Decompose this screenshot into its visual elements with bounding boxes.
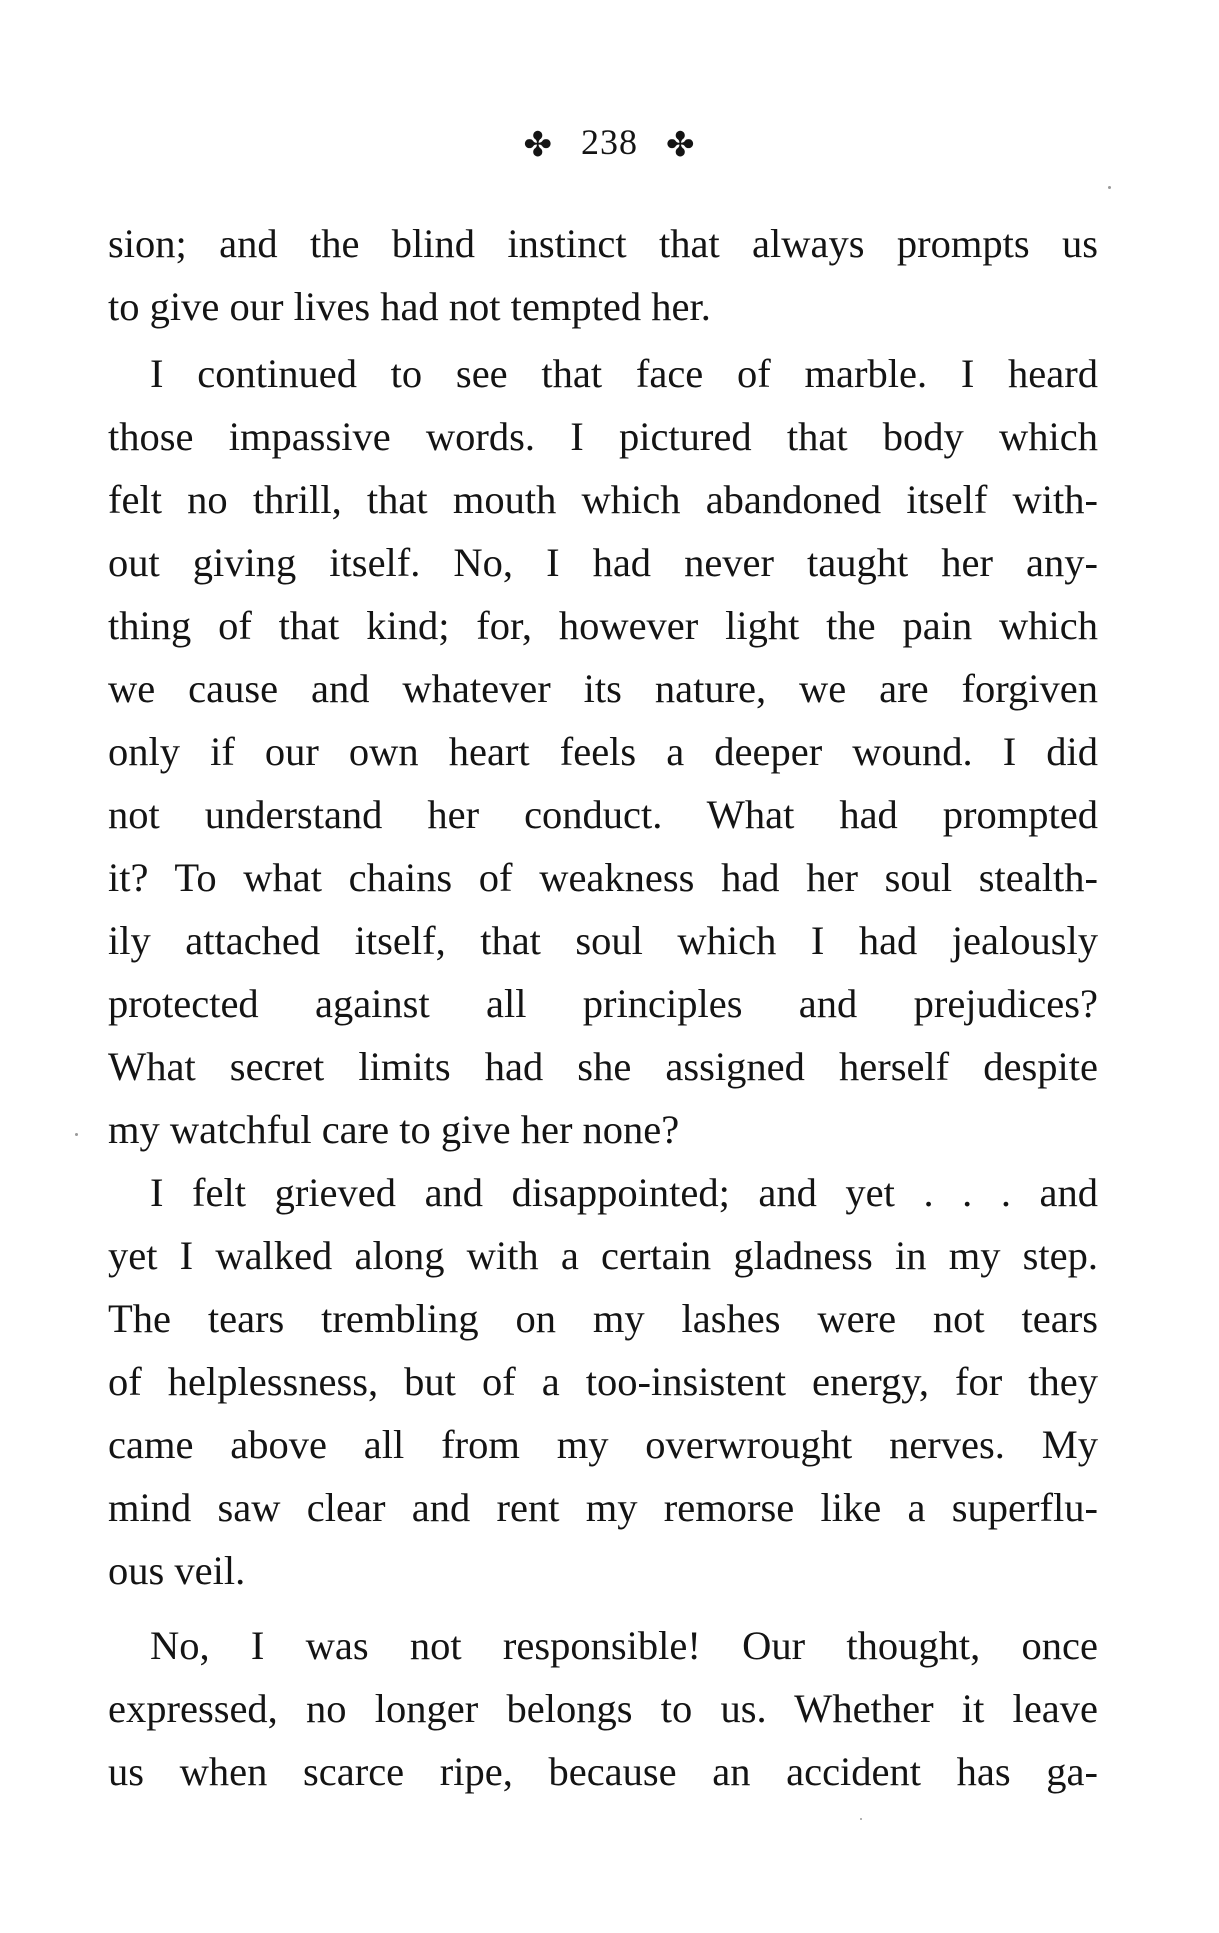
page-header bbox=[0, 120, 1219, 166]
text-line: mind saw clear and rent my remorse like a superflu- bbox=[108, 1485, 1098, 1530]
text-line: ous veil. bbox=[108, 1548, 246, 1593]
text-line: thing of that kind; for, however light the pain which bbox=[108, 603, 1098, 648]
text-line: not understand her conduct. What had prompted bbox=[108, 792, 1098, 837]
text-line: What secret limits had she assigned herself despite bbox=[108, 1044, 1098, 1089]
text-line: I felt grieved and disappointed; and yet . . . and bbox=[150, 1170, 1098, 1215]
text-line: ily attached itself, that soul which I had jealously bbox=[108, 918, 1098, 963]
paper-speck bbox=[75, 1133, 78, 1136]
text-line: protected against all principles and prejudices? bbox=[108, 981, 1098, 1026]
text-line: of helplessness, but of a too-insistent energy, for they bbox=[108, 1359, 1098, 1404]
text-line: came above all from my overwrought nerves. My bbox=[108, 1422, 1098, 1467]
text-line: out giving itself. No, I had never taught her any- bbox=[108, 540, 1098, 585]
text-line: it? To what chains of weakness had her soul stealth- bbox=[108, 855, 1098, 900]
paper-speck bbox=[860, 1818, 862, 1820]
text-line: felt no thrill, that mouth which abandoned itself with- bbox=[108, 477, 1098, 522]
text-line: expressed, no longer belongs to us. Whether it leave bbox=[108, 1686, 1098, 1731]
paper-speck bbox=[1108, 186, 1111, 189]
paragraph bbox=[108, 1161, 1098, 1602]
text-line: my watchful care to give her none? bbox=[108, 1107, 680, 1152]
text-line: we cause and whatever its nature, we are forgiven bbox=[108, 666, 1098, 711]
text-line: I continued to see that face of marble. I heard bbox=[150, 351, 1098, 396]
text-line: only if our own heart feels a deeper wound. I did bbox=[108, 729, 1098, 774]
paragraph bbox=[108, 1614, 1098, 1803]
page-number: 238 bbox=[581, 122, 638, 162]
fleuron-ornament-icon: ✤ bbox=[523, 127, 553, 164]
text-line: to give our lives had not tempted her. bbox=[108, 284, 711, 329]
fleuron-ornament-icon: ✤ bbox=[666, 127, 696, 164]
text-line: sion; and the blind instinct that always prompts us bbox=[108, 221, 1098, 266]
body-text bbox=[108, 212, 1098, 1803]
text-line: us when scarce ripe, because an accident has ga- bbox=[108, 1749, 1098, 1794]
text-line: yet I walked along with a certain gladness in my step. bbox=[108, 1233, 1098, 1278]
text-line: The tears trembling on my lashes were not tears bbox=[108, 1296, 1098, 1341]
paragraph bbox=[108, 342, 1098, 1161]
text-line: those impassive words. I pictured that body which bbox=[108, 414, 1098, 459]
paragraph bbox=[108, 212, 1098, 338]
text-line: No, I was not responsible! Our thought, once bbox=[150, 1623, 1098, 1668]
